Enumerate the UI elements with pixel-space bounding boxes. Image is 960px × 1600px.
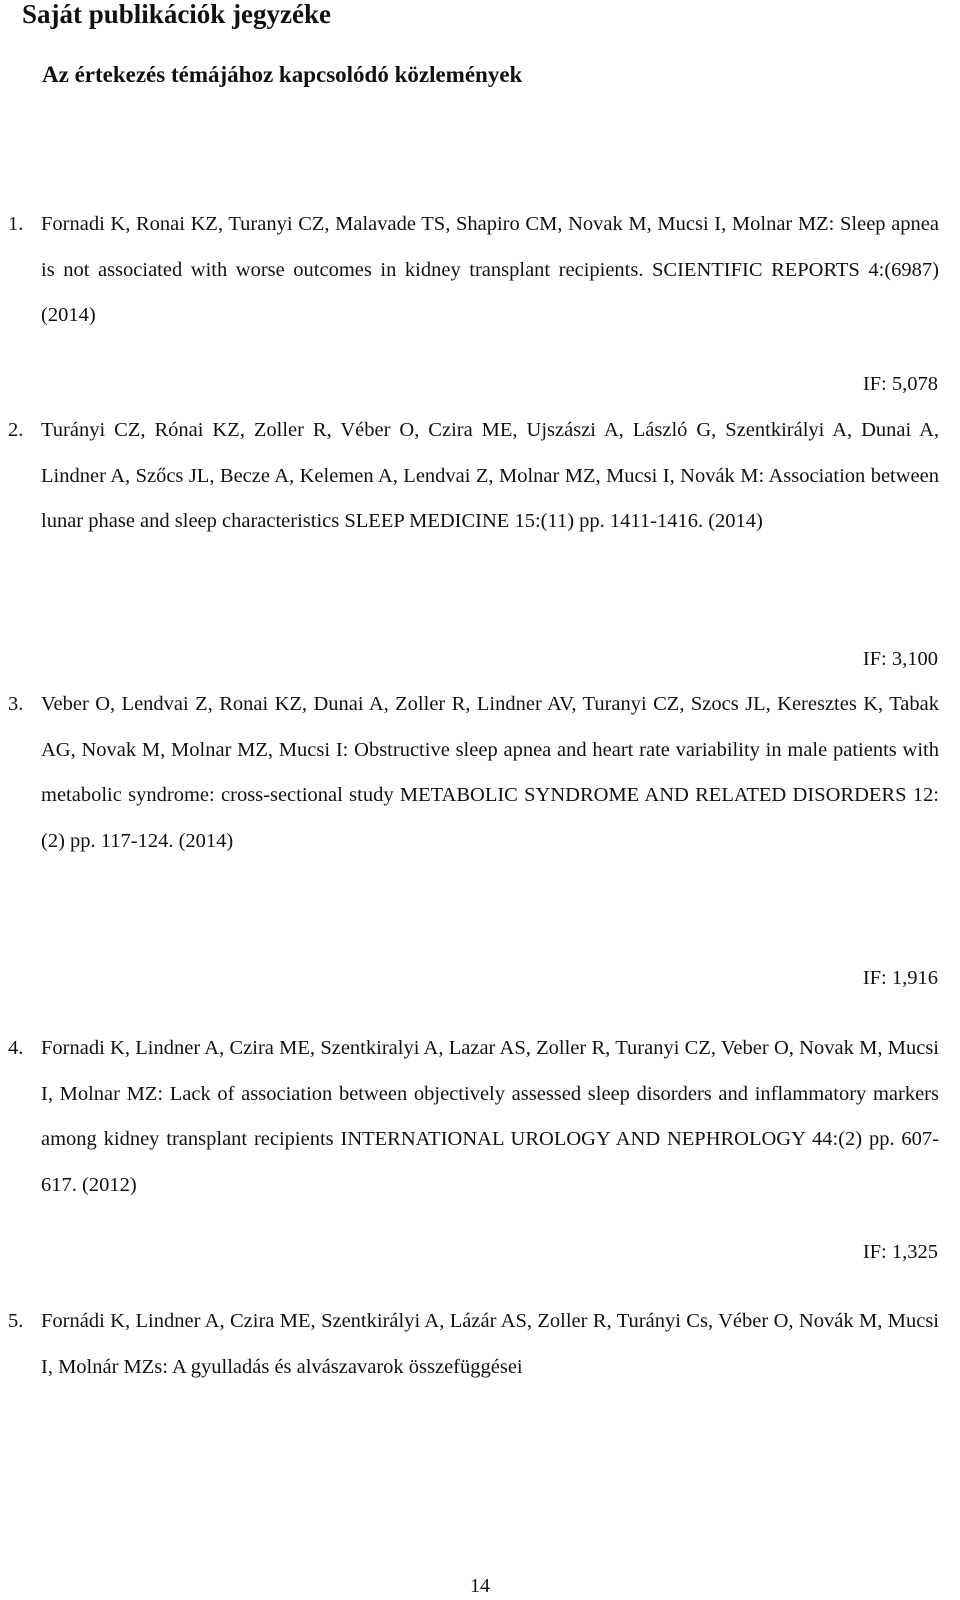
impact-factor: IF: 1,325 [862, 1241, 938, 1263]
publication-citation: Fornádi K, Lindner A, Czira ME, Szentkirályi A, Lázár AS, Zoller R, Turányi Cs, Véber O, Novák M, Mucsi I, Molnár MZs: A gyulladás és alvászavarok összefüggései [41, 1310, 939, 1378]
impact-factor: IF: 3,100 [862, 648, 938, 670]
impact-factor: IF: 5,078 [862, 373, 938, 395]
publication-citation: Fornadi K, Ronai KZ, Turanyi CZ, Malavade TS, Shapiro CM, Novak M, Mucsi I, Molnar MZ: Sleep apnea is not associated with worse outcomes in kidney transplant recipients. SCIENTIFIC REPORTS 4:(6987) (2014) [41, 213, 939, 326]
publication-citation: Veber O, Lendvai Z, Ronai KZ, Dunai A, Zoller R, Lindner AV, Turanyi CZ, Szocs JL, Keresztes K, Tabak AG, Novak M, Molnar MZ, Mucsi I: Obstructive sleep apnea and heart rate variability in male patients with metabolic syndrome: cross-sectional study METABOLIC SYNDROME AND RELATED DISORDERS 12:(2) pp. 117-124. (2014) [41, 693, 939, 852]
publication-number: 4. [8, 1037, 24, 1059]
publication-number: 5. [8, 1310, 24, 1332]
page-number: 14 [470, 1575, 490, 1597]
section-subtitle: Az értekezés témájához kapcsolódó közlemények [42, 62, 523, 87]
publication-citation: Fornadi K, Lindner A, Czira ME, Szentkiralyi A, Lazar AS, Zoller R, Turanyi CZ, Veber O, Novak M, Mucsi I, Molnar MZ: Lack of association between objectively assessed sleep disorders and inflammatory markers among kidney transplant recipients INTERNATIONAL UROLOGY AND NEPHROLOGY 44:(2) pp. 607-617. (2012) [41, 1037, 939, 1196]
publication-number: 1. [8, 213, 24, 235]
page-title: Saját publikációk jegyzéke [22, 0, 332, 29]
publication-number: 2. [8, 419, 24, 441]
publication-citation: Turányi CZ, Rónai KZ, Zoller R, Véber O, Czira ME, Ujszászi A, László G, Szentkirályi A, Dunai A, Lindner A, Szőcs JL, Becze A, Kelemen A, Lendvai Z, Molnar MZ, Mucsi I, Novák M: Association between lunar phase and sleep characteristics SLEEP MEDICINE 15:(11) pp. 1411-1416. (2014) [41, 419, 939, 532]
impact-factor: IF: 1,916 [862, 967, 938, 989]
publication-number: 3. [8, 693, 24, 715]
